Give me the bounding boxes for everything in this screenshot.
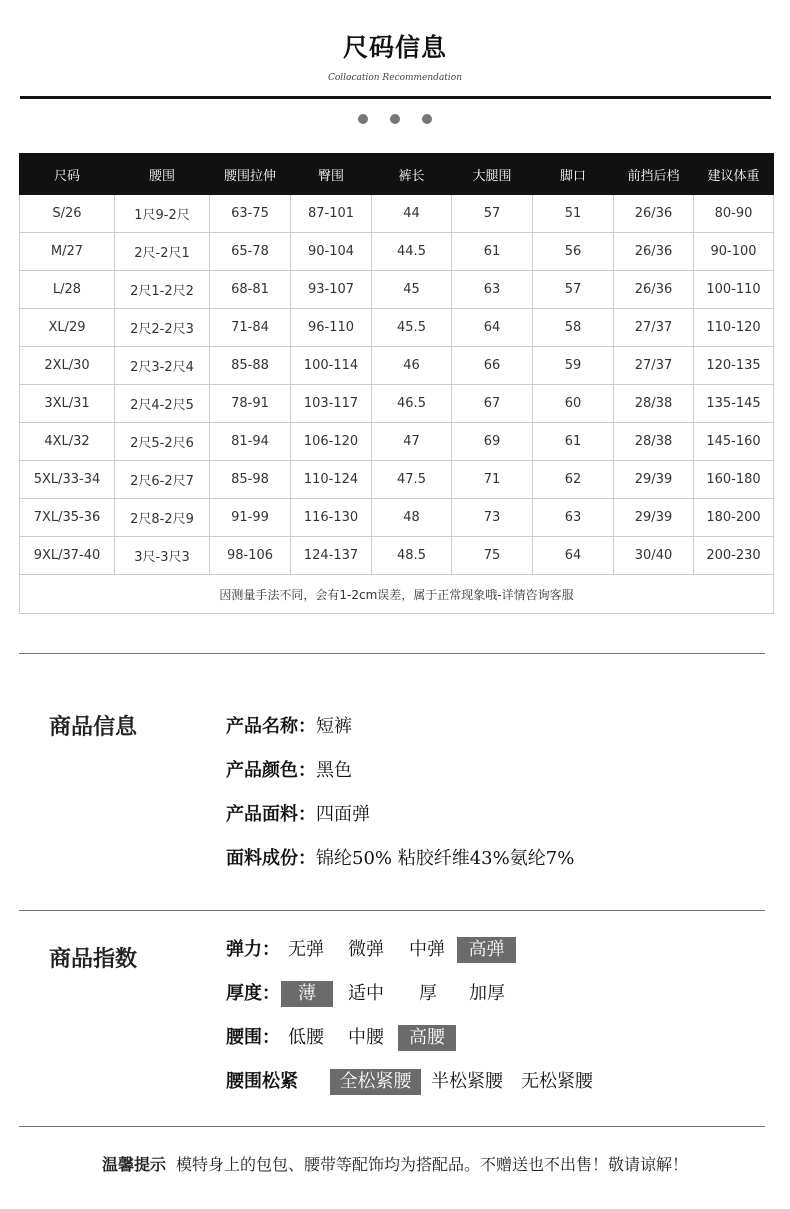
table-cell: 44 [372, 195, 452, 233]
table-cell: 71 [452, 461, 533, 499]
info-label: 产品颜色： [226, 760, 316, 781]
table-cell: 27/37 [614, 309, 694, 347]
table-row [20, 271, 774, 309]
size-table [19, 153, 774, 614]
table-cell: 69 [452, 423, 533, 461]
column-header: 裤长 [372, 154, 452, 195]
table-row [20, 309, 774, 347]
table-cell: S/26 [20, 195, 115, 233]
table-row [20, 537, 774, 575]
table-cell: 64 [533, 537, 614, 575]
table-cell: 67 [452, 385, 533, 423]
table-cell: 71-84 [210, 309, 291, 347]
index-label: 腰围松紧 [226, 1071, 298, 1092]
table-cell: 57 [452, 195, 533, 233]
table-cell: 96-110 [291, 309, 372, 347]
table-cell: XL/29 [20, 309, 115, 347]
index-option: 中弹 [409, 939, 445, 960]
table-cell: 2尺2-2尺3 [115, 309, 210, 347]
measurement-note: 因测量手法不同，会有1-2cm误差，属于正常现象哦-详情咨询客服 [20, 575, 774, 614]
table-cell: 3XL/31 [20, 385, 115, 423]
table-note-row [20, 575, 774, 614]
table-row [20, 461, 774, 499]
index-option: 半松紧腰 [431, 1071, 503, 1092]
table-row [20, 423, 774, 461]
table-cell: 66 [452, 347, 533, 385]
column-header: 腰围 [115, 154, 210, 195]
table-cell: 46.5 [372, 385, 452, 423]
table-cell: 2尺5-2尺6 [115, 423, 210, 461]
table-cell: 45 [372, 271, 452, 309]
table-cell: 2尺4-2尺5 [115, 385, 210, 423]
table-cell: 7XL/35-36 [20, 499, 115, 537]
column-header: 大腿围 [452, 154, 533, 195]
column-header: 脚口 [533, 154, 614, 195]
index-option: 无弹 [288, 939, 324, 960]
table-cell: 3尺-3尺3 [115, 537, 210, 575]
table-cell: 57 [533, 271, 614, 309]
table-cell: 44.5 [372, 233, 452, 271]
section-divider [19, 1126, 765, 1127]
info-line-fabric [226, 800, 370, 826]
index-option: 薄 [281, 981, 333, 1007]
index-option: 低腰 [288, 1027, 324, 1048]
table-cell: 78-91 [210, 385, 291, 423]
table-cell: 48 [372, 499, 452, 537]
info-label: 产品面料： [226, 804, 316, 825]
index-label: 弹力： [226, 939, 280, 960]
index-option: 无松紧腰 [521, 1071, 593, 1092]
table-cell: L/28 [20, 271, 115, 309]
decorative-dots [0, 114, 790, 124]
info-value: 四面弹 [316, 804, 370, 825]
table-cell: 135-145 [694, 385, 774, 423]
table-cell: 63 [533, 499, 614, 537]
table-cell: 30/40 [614, 537, 694, 575]
table-cell: 1尺9-2尺 [115, 195, 210, 233]
column-header: 前挡后档 [614, 154, 694, 195]
index-option: 中腰 [348, 1027, 384, 1048]
info-label: 面料成份： [226, 848, 316, 869]
table-cell: 81-94 [210, 423, 291, 461]
table-cell: 29/39 [614, 499, 694, 537]
table-cell: 120-135 [694, 347, 774, 385]
table-cell: 27/37 [614, 347, 694, 385]
table-cell: 100-114 [291, 347, 372, 385]
table-cell: 2尺1-2尺2 [115, 271, 210, 309]
table-cell: 90-104 [291, 233, 372, 271]
table-cell: 103-117 [291, 385, 372, 423]
table-cell: 200-230 [694, 537, 774, 575]
info-line-name [226, 712, 352, 738]
dot-icon [358, 114, 368, 124]
footer-text: 模特身上的包包、腰带等配饰均为搭配品。不赠送也不出售！敬请谅解！ [176, 1155, 689, 1174]
table-cell: 28/38 [614, 385, 694, 423]
footer-label: 温馨提示 [101, 1155, 166, 1174]
column-header: 臀围 [291, 154, 372, 195]
table-cell: 28/38 [614, 423, 694, 461]
table-cell: 47 [372, 423, 452, 461]
column-header: 腰围拉伸 [210, 154, 291, 195]
table-cell: 51 [533, 195, 614, 233]
table-cell: M/27 [20, 233, 115, 271]
table-cell: 2尺8-2尺9 [115, 499, 210, 537]
index-option: 适中 [348, 983, 384, 1004]
table-row [20, 233, 774, 271]
table-cell: 73 [452, 499, 533, 537]
table-cell: 63 [452, 271, 533, 309]
size-table-header [20, 154, 774, 195]
table-row [20, 499, 774, 537]
table-cell: 87-101 [291, 195, 372, 233]
table-cell: 65-78 [210, 233, 291, 271]
index-option: 加厚 [469, 983, 505, 1004]
table-cell: 85-88 [210, 347, 291, 385]
info-label: 产品名称： [226, 716, 316, 737]
table-cell: 4XL/32 [20, 423, 115, 461]
index-option: 微弹 [348, 939, 384, 960]
table-cell: 47.5 [372, 461, 452, 499]
table-cell: 26/36 [614, 271, 694, 309]
table-cell: 26/36 [614, 233, 694, 271]
table-cell: 2尺-2尺1 [115, 233, 210, 271]
product-info-title: 商品信息 [49, 714, 138, 740]
table-cell: 98-106 [210, 537, 291, 575]
table-cell: 110-120 [694, 309, 774, 347]
info-value: 锦纶50% 粘胶纤维43%氨纶7% [316, 848, 575, 869]
product-index-title: 商品指数 [49, 946, 138, 972]
table-cell: 59 [533, 347, 614, 385]
table-cell: 100-110 [694, 271, 774, 309]
info-line-composition [226, 844, 574, 870]
table-cell: 61 [452, 233, 533, 271]
table-cell: 58 [533, 309, 614, 347]
table-cell: 46 [372, 347, 452, 385]
table-cell: 68-81 [210, 271, 291, 309]
info-value: 短裤 [316, 716, 352, 737]
table-cell: 56 [533, 233, 614, 271]
index-option: 高腰 [398, 1025, 456, 1051]
index-option: 高弹 [457, 937, 516, 963]
table-cell: 85-98 [210, 461, 291, 499]
table-cell: 60 [533, 385, 614, 423]
section-divider [19, 910, 765, 911]
table-cell: 48.5 [372, 537, 452, 575]
table-cell: 26/36 [614, 195, 694, 233]
footer-notice [0, 1152, 790, 1175]
table-cell: 5XL/33-34 [20, 461, 115, 499]
table-cell: 9XL/37-40 [20, 537, 115, 575]
index-option: 厚 [419, 983, 437, 1004]
table-cell: 124-137 [291, 537, 372, 575]
table-row [20, 195, 774, 233]
table-cell: 145-160 [694, 423, 774, 461]
column-header: 建议体重 [694, 154, 774, 195]
header-divider [20, 96, 771, 99]
index-label: 厚度： [226, 983, 280, 1004]
page-title: 尺码信息 [342, 33, 447, 62]
table-cell: 180-200 [694, 499, 774, 537]
table-cell: 2XL/30 [20, 347, 115, 385]
index-label: 腰围： [226, 1027, 280, 1048]
table-cell: 63-75 [210, 195, 291, 233]
table-cell: 106-120 [291, 423, 372, 461]
table-cell: 116-130 [291, 499, 372, 537]
index-option: 全松紧腰 [330, 1069, 421, 1095]
table-cell: 2尺3-2尺4 [115, 347, 210, 385]
table-cell: 61 [533, 423, 614, 461]
table-row [20, 347, 774, 385]
dot-icon [390, 114, 400, 124]
table-cell: 90-100 [694, 233, 774, 271]
table-cell: 93-107 [291, 271, 372, 309]
info-value: 黑色 [316, 760, 352, 781]
table-row [20, 385, 774, 423]
table-cell: 80-90 [694, 195, 774, 233]
table-cell: 29/39 [614, 461, 694, 499]
section-divider [19, 653, 765, 654]
table-cell: 62 [533, 461, 614, 499]
page-subtitle: Collocation Recommendation [327, 73, 463, 83]
table-cell: 91-99 [210, 499, 291, 537]
table-cell: 2尺6-2尺7 [115, 461, 210, 499]
table-cell: 160-180 [694, 461, 774, 499]
dot-icon [422, 114, 432, 124]
table-cell: 75 [452, 537, 533, 575]
table-cell: 45.5 [372, 309, 452, 347]
table-cell: 64 [452, 309, 533, 347]
info-line-color [226, 756, 352, 782]
table-cell: 110-124 [291, 461, 372, 499]
column-header: 尺码 [20, 154, 115, 195]
